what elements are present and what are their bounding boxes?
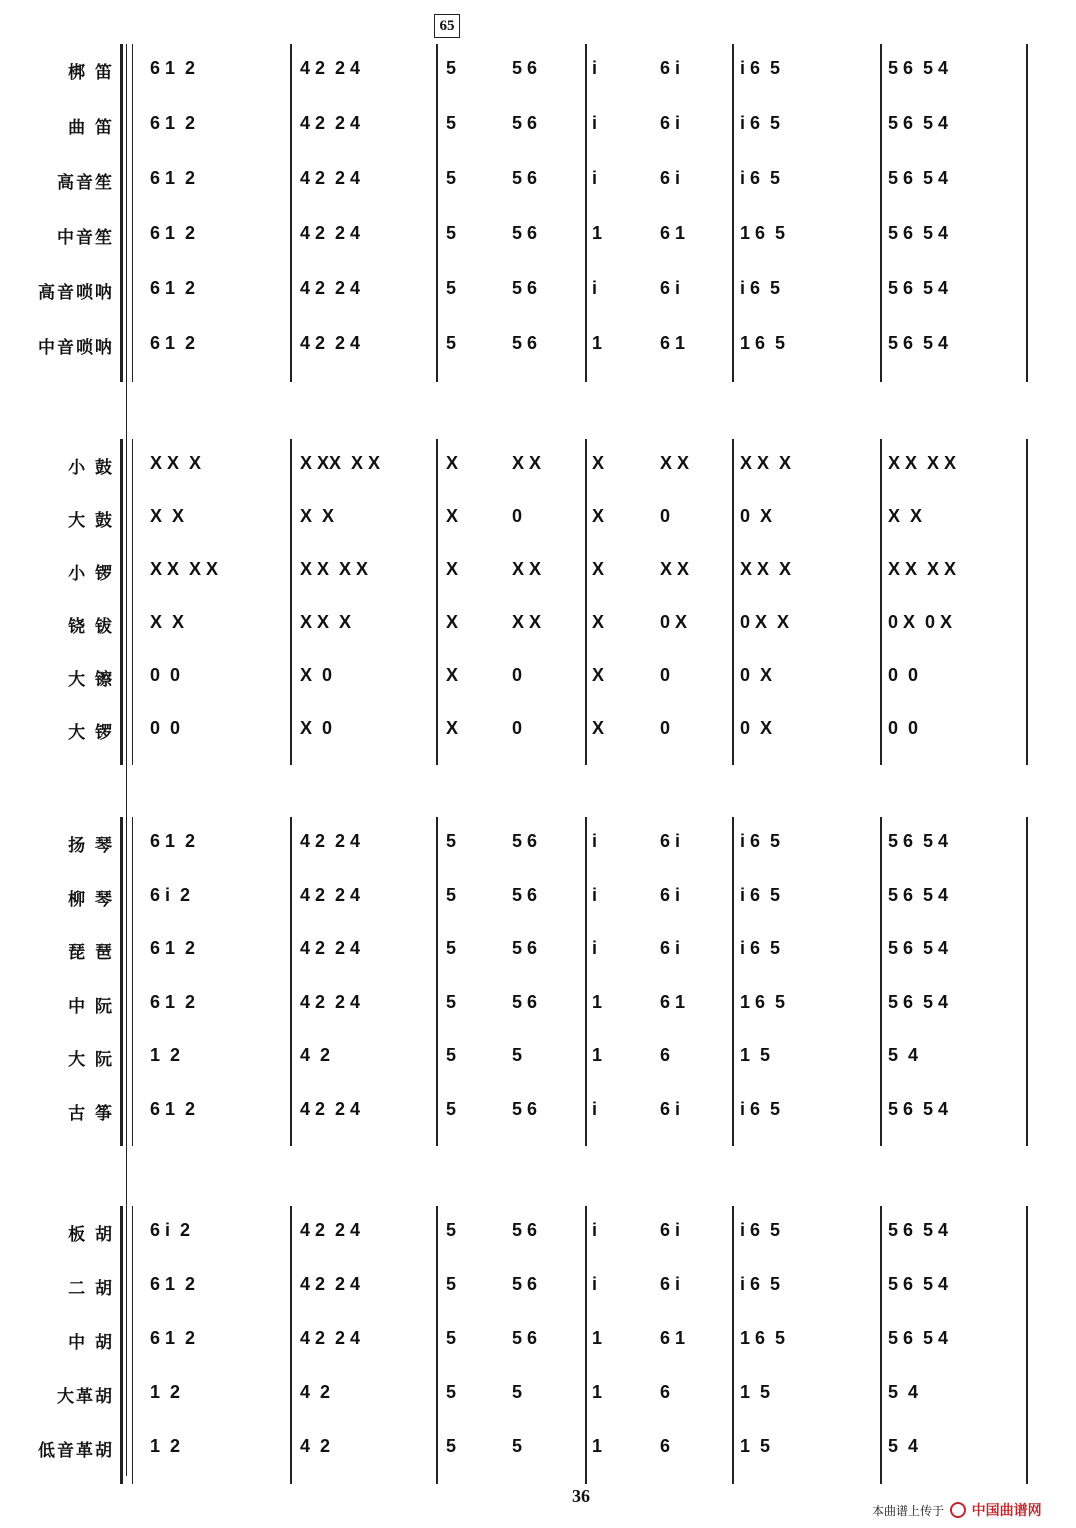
measure-notes: X X X [740, 559, 792, 579]
measure-notes: 5 6 [512, 938, 538, 958]
measure-notes: 6 [660, 1045, 671, 1065]
measure-notes: 4 2 2 4 [300, 113, 361, 133]
bar-line [290, 44, 292, 382]
measure-notes: X X X [740, 453, 792, 473]
measure-notes: 1 [592, 1436, 603, 1456]
measure-notes: 5 [446, 1382, 457, 1402]
instrument-name: 古 筝 [68, 1103, 114, 1124]
measure-notes: 5 6 5 4 [888, 938, 949, 958]
measure-notes: 5 6 [512, 223, 538, 243]
instrument-name: 大 鼓 [68, 511, 114, 531]
measure-notes: 1 2 [150, 1045, 181, 1065]
measure-notes: X [446, 506, 459, 526]
measure-notes: 6 i [660, 1274, 681, 1294]
bar-line [436, 817, 438, 1146]
measure-notes: 0 0 [888, 665, 919, 685]
bar-line [1026, 439, 1028, 765]
measure-notes: 6 1 2 [150, 1274, 196, 1294]
instrument-name: 铙 钹 [68, 617, 114, 637]
measure-notes: X X [888, 506, 923, 526]
measure-notes: 6 1 [660, 333, 686, 353]
instrument-name: 中 阮 [68, 996, 114, 1017]
measure-notes: 6 1 2 [150, 168, 196, 188]
bar-line [132, 439, 133, 765]
measure-notes: 6 1 2 [150, 113, 196, 133]
measure-notes: 5 4 [888, 1045, 919, 1065]
group-brace [120, 439, 123, 765]
measure-notes: X [446, 665, 459, 685]
measure-notes: X X [300, 506, 335, 526]
measure-notes: 4 2 2 4 [300, 1328, 361, 1348]
measure-notes: 5 [446, 168, 457, 188]
group-brace [120, 1206, 123, 1484]
measure-notes: 5 6 5 4 [888, 113, 949, 133]
measure-notes: X [446, 718, 459, 738]
measure-notes: 5 4 [888, 1382, 919, 1402]
measure-notes: 1 [592, 1382, 603, 1402]
measure-notes: 0 X 0 X [888, 612, 953, 632]
measure-notes: X X X X [888, 453, 957, 473]
instrument-name: 低音革胡 [38, 1441, 114, 1461]
measure-notes: 4 2 2 4 [300, 831, 361, 851]
measure-notes: 6 i [660, 884, 681, 905]
measure-notes: X X [512, 612, 542, 632]
measure-notes: 6 [660, 1382, 671, 1402]
instrument-name: 曲 笛 [68, 118, 114, 138]
measure-notes: 6 i [660, 113, 681, 133]
measure-notes: 5 6 5 4 [888, 1328, 949, 1348]
measure-notes: 6 i 2 [150, 1220, 191, 1240]
measure-notes: X X X X [300, 559, 369, 579]
measure-notes: 5 6 [512, 1098, 538, 1119]
measure-notes: 5 [512, 1382, 523, 1402]
measure-notes: 6 i [660, 1098, 681, 1119]
measure-notes: 5 6 [512, 1220, 538, 1240]
measure-notes: X [446, 559, 459, 579]
measure-notes: 6 i [660, 278, 681, 298]
measure-notes: 5 [446, 938, 457, 958]
measure-notes: 6 i [660, 1220, 681, 1240]
measure-notes: i [592, 884, 598, 905]
bar-line [880, 439, 882, 765]
measure-notes: 1 6 5 [740, 223, 786, 243]
measure-notes: 0 X [660, 612, 688, 632]
measure-notes: 4 2 2 4 [300, 938, 361, 958]
group-brace [120, 44, 123, 382]
measure-notes: i [592, 113, 598, 133]
bar-line [585, 1206, 587, 1484]
instrument-name: 小 锣 [68, 564, 114, 584]
measure-notes: X [446, 453, 459, 473]
measure-notes: X [446, 612, 459, 632]
measure-notes: i 6 5 [740, 1220, 781, 1240]
measure-notes: 5 6 5 4 [888, 223, 949, 243]
measure-notes: i [592, 938, 598, 958]
bar-line [732, 817, 734, 1146]
measure-notes: 6 1 [660, 1328, 686, 1348]
bar-line [436, 1206, 438, 1484]
measure-notes: 6 1 [660, 991, 686, 1012]
measure-notes: 5 6 5 4 [888, 1220, 949, 1240]
measure-notes: 1 6 5 [740, 1328, 786, 1348]
measure-notes: 1 [592, 991, 603, 1012]
instrument-name: 大 镲 [68, 670, 114, 690]
measure-notes: 5 6 5 4 [888, 831, 949, 851]
measure-notes: 0 [512, 718, 523, 738]
footer-site-name: 中国曲谱网 [971, 1503, 1042, 1519]
measure-notes: X X [660, 559, 690, 579]
measure-notes: 5 4 [888, 1436, 919, 1456]
measure-notes: 5 6 5 4 [888, 1274, 949, 1294]
group-brace [120, 817, 123, 1146]
instrument-name: 高音笙 [57, 173, 114, 193]
measure-notes: 5 [446, 113, 457, 133]
measure-notes: 5 6 5 4 [888, 58, 949, 78]
measure-notes: X [592, 559, 605, 579]
measure-notes: 5 [446, 278, 457, 298]
measure-notes: 5 6 [512, 168, 538, 188]
measure-notes: i 6 5 [740, 113, 781, 133]
measure-notes: i 6 5 [740, 278, 781, 298]
bar-line [132, 1206, 133, 1484]
bar-line [880, 817, 882, 1146]
measure-notes: 5 6 5 4 [888, 1098, 949, 1119]
measure-notes: X 0 [300, 718, 333, 738]
measure-notes: 0 X [740, 506, 773, 526]
measure-notes: 6 i [660, 831, 681, 851]
instrument-name: 大 锣 [68, 723, 114, 743]
measure-notes: 0 X [740, 665, 773, 685]
measure-notes: 5 [446, 333, 457, 353]
measure-notes: 1 6 5 [740, 333, 786, 353]
measure-notes: 1 [592, 1045, 603, 1065]
instrument-name: 中音笙 [57, 228, 114, 248]
measure-notes: 5 6 5 4 [888, 168, 949, 188]
measure-notes: 1 [592, 1328, 603, 1348]
measure-notes: 5 [446, 58, 457, 78]
instrument-name: 中音唢呐 [38, 338, 114, 358]
instrument-name: 板 胡 [68, 1225, 114, 1245]
bar-line [585, 439, 587, 765]
measure-notes: X [592, 612, 605, 632]
measure-notes: i [592, 168, 598, 188]
measure-notes: 5 [512, 1045, 523, 1065]
measure-notes: 0 [512, 665, 523, 685]
measure-notes: 1 2 [150, 1436, 181, 1456]
instrument-name: 柳 琴 [68, 889, 114, 910]
measure-notes: X X [150, 506, 185, 526]
measure-notes: 4 2 2 4 [300, 58, 361, 78]
measure-notes: 6 i [660, 938, 681, 958]
measure-notes: 5 [446, 991, 457, 1012]
measure-notes: 5 [446, 1045, 457, 1065]
measure-notes: 0 X [740, 718, 773, 738]
measure-notes: 4 2 2 4 [300, 223, 361, 243]
measure-notes: 6 1 2 [150, 991, 196, 1012]
measure-notes: i 6 5 [740, 58, 781, 78]
measure-notes: 5 6 [512, 1274, 538, 1294]
bar-line [132, 44, 133, 382]
page-number: 36 [572, 1486, 590, 1506]
measure-notes: 6 1 2 [150, 58, 196, 78]
footer-prefix: 本曲谱上传于 [872, 1504, 945, 1518]
measure-notes: 6 1 2 [150, 333, 196, 353]
measure-notes: 5 6 5 4 [888, 278, 949, 298]
instrument-name: 小 鼓 [68, 458, 114, 478]
measure-notes: 1 2 [150, 1382, 181, 1402]
measure-notes: 5 [446, 831, 457, 851]
bar-line [880, 1206, 882, 1484]
measure-notes: i 6 5 [740, 938, 781, 958]
measure-notes: 1 6 5 [740, 991, 786, 1012]
measure-notes: 0 [660, 506, 671, 526]
measure-notes: 4 2 2 4 [300, 1098, 361, 1119]
system-line [126, 44, 127, 1476]
instrument-name: 高音唢呐 [38, 283, 114, 303]
instrument-name: 中 胡 [68, 1333, 114, 1353]
measure-notes: X X X [150, 453, 202, 473]
bar-line [732, 439, 734, 765]
measure-notes: 1 5 [740, 1045, 771, 1065]
measure-notes: X X [660, 453, 690, 473]
measure-notes: 4 2 2 4 [300, 1220, 361, 1240]
bar-line [290, 439, 292, 765]
measure-notes: i [592, 1098, 598, 1119]
instrument-name: 大 阮 [68, 1050, 114, 1070]
bar-line [1026, 44, 1028, 382]
measure-notes: 5 6 [512, 1328, 538, 1348]
measure-notes: X [592, 506, 605, 526]
measure-notes: i 6 5 [740, 1098, 781, 1119]
measure-notes: 5 [446, 884, 457, 905]
bar-line [880, 44, 882, 382]
measure-notes: 4 2 2 4 [300, 278, 361, 298]
measure-notes: X X X X [888, 559, 957, 579]
measure-notes: i [592, 278, 598, 298]
measure-notes: 1 5 [740, 1436, 771, 1456]
measure-notes: 6 1 [660, 223, 686, 243]
measure-notes: 4 2 2 4 [300, 333, 361, 353]
instrument-name: 琵 琶 [68, 943, 114, 963]
bar-line [1026, 1206, 1028, 1484]
measure-notes: 5 6 5 4 [888, 884, 949, 905]
measure-notes: 4 2 [300, 1382, 331, 1402]
measure-notes: i [592, 1220, 598, 1240]
measure-notes: 4 2 2 4 [300, 991, 361, 1012]
measure-notes: 6 1 2 [150, 223, 196, 243]
measure-notes: i 6 5 [740, 831, 781, 851]
measure-notes: X 0 [300, 665, 333, 685]
measure-notes: X X [512, 453, 542, 473]
measure-notes: 6 [660, 1436, 671, 1456]
instrument-name: 梆 笛 [68, 63, 114, 83]
measure-notes: 5 6 [512, 333, 538, 353]
rehearsal-mark: 65 [434, 14, 460, 38]
measure-notes: X X X X [150, 559, 219, 579]
measure-notes: 0 0 [888, 718, 919, 738]
bar-line [1026, 817, 1028, 1146]
measure-notes: X [592, 665, 605, 685]
measure-notes: 4 2 [300, 1436, 331, 1456]
measure-notes: 5 6 5 4 [888, 333, 949, 353]
measure-notes: 1 [592, 223, 603, 243]
measure-notes: 6 i 2 [150, 884, 191, 905]
measure-notes: 5 [446, 1274, 457, 1294]
site-logo-icon [950, 1502, 966, 1518]
bar-line [732, 44, 734, 382]
measure-notes: 0 [660, 665, 671, 685]
measure-notes: 5 [446, 1436, 457, 1456]
measure-notes: X XX X X [300, 453, 381, 473]
measure-notes: 6 1 2 [150, 1328, 196, 1348]
measure-notes: 0 0 [150, 718, 181, 738]
bar-line [436, 439, 438, 765]
bar-line [732, 1206, 734, 1484]
measure-notes: 4 2 2 4 [300, 884, 361, 905]
measure-notes: 4 2 2 4 [300, 168, 361, 188]
measure-notes: 4 2 [300, 1045, 331, 1065]
bar-line [290, 817, 292, 1146]
bar-line [132, 817, 133, 1146]
bar-line [585, 817, 587, 1146]
measure-notes: 1 [592, 333, 603, 353]
measure-notes: 5 6 [512, 831, 538, 851]
measure-notes: i 6 5 [740, 884, 781, 905]
measure-notes: 5 6 [512, 991, 538, 1012]
measure-notes: i 6 5 [740, 168, 781, 188]
measure-notes: X [592, 718, 605, 738]
measure-notes: 0 X X [740, 612, 790, 632]
measure-notes: 6 1 2 [150, 938, 196, 958]
instrument-name: 二 胡 [68, 1279, 114, 1299]
measure-notes: 5 6 [512, 58, 538, 78]
footer-credit [872, 1500, 1042, 1520]
measure-notes: i 6 5 [740, 1274, 781, 1294]
measure-notes: X [592, 453, 605, 473]
measure-notes: 4 2 2 4 [300, 1274, 361, 1294]
bar-line [436, 44, 438, 382]
bar-line [585, 44, 587, 382]
measure-notes: 1 5 [740, 1382, 771, 1402]
bar-line [290, 1206, 292, 1484]
measure-notes: i [592, 831, 598, 851]
instrument-name: 大革胡 [57, 1387, 114, 1407]
measure-notes: 5 [446, 1328, 457, 1348]
measure-notes: X X [512, 559, 542, 579]
measure-notes: 0 [512, 506, 523, 526]
measure-notes: 5 6 [512, 113, 538, 133]
measure-notes: 0 0 [150, 665, 181, 685]
measure-notes: 6 1 2 [150, 1098, 196, 1119]
measure-notes: 6 1 2 [150, 831, 196, 851]
measure-notes: 6 i [660, 168, 681, 188]
instrument-name: 扬 琴 [68, 836, 114, 856]
measure-notes: i [592, 58, 598, 78]
measure-notes: 5 6 [512, 278, 538, 298]
measure-notes: i [592, 1274, 598, 1294]
measure-notes: 5 6 5 4 [888, 991, 949, 1012]
measure-notes: 5 [446, 1220, 457, 1240]
measure-notes: 0 [660, 718, 671, 738]
measure-notes: X X X [300, 612, 352, 632]
measure-notes: 5 [512, 1436, 523, 1456]
measure-notes: 5 [446, 1098, 457, 1119]
measure-notes: 6 1 2 [150, 278, 196, 298]
measure-notes: 5 6 [512, 884, 538, 905]
measure-notes: X X [150, 612, 185, 632]
measure-notes: 5 [446, 223, 457, 243]
measure-notes: 6 i [660, 58, 681, 78]
